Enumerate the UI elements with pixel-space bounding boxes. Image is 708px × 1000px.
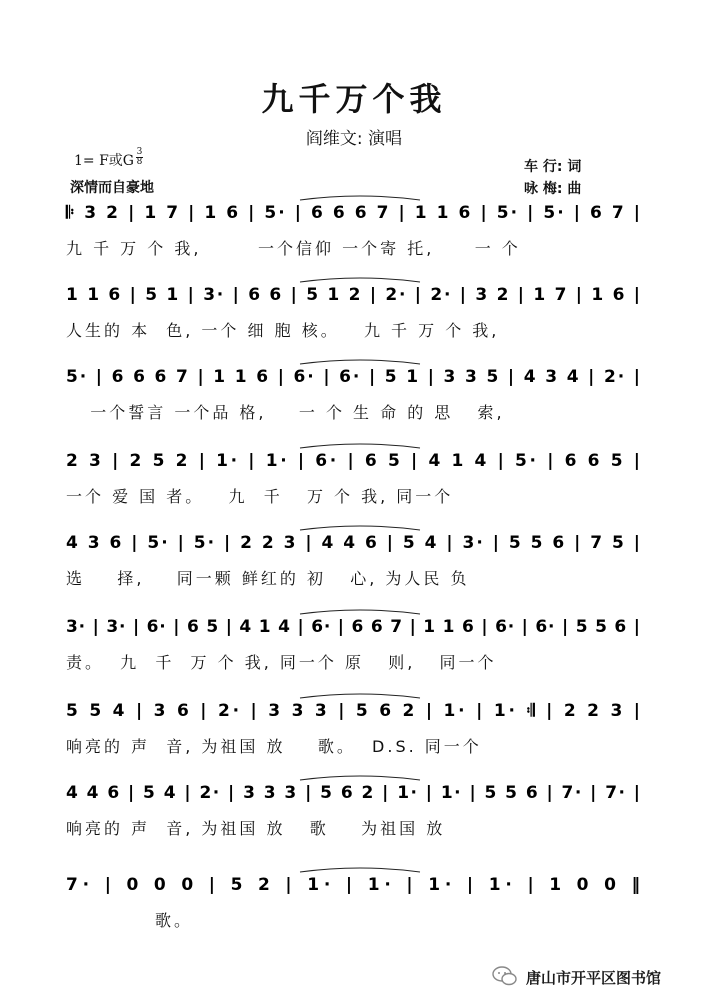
notation-row: 4 4 6 | 5 4 | 2· | 3 3 3 | 5 6 2 | 1· | 1· | 5 5 6 | 7· | 7· |: [66, 783, 640, 803]
wechat-icon: [492, 966, 518, 986]
lyric-line: 响亮的 声 音, 为祖国 放 歌。 D.S. 同一个: [66, 737, 482, 756]
song-title: 九千万个我: [261, 80, 447, 118]
slur-arc: [300, 444, 420, 448]
composer-credit: 咏 梅: 曲: [524, 181, 582, 197]
notation-row: 3· | 3· | 6· | 6 5 | 4 1 4 | 6· | 6 6 7 | 1 1 6 | 6· | 6· | 5 5 6 |: [66, 617, 640, 637]
notation-row: 4 3 6 | 5· | 5· | 2 2 3 | 4 4 6 | 5 4 | 3· | 5 5 6 | 7 5 |: [66, 533, 640, 553]
lyric-line: 一个誓言 一个品 格, 一 个 生 命 的 思 索,: [66, 403, 505, 422]
lyric-line: 一个 爱 国 者。 九 千 万 个 我, 同一个: [66, 487, 454, 506]
notation-row: 5· | 6 6 6 7 | 1 1 6 | 6· | 6· | 5 1 | 3 3 5 | 4 3 4 | 2· |: [66, 367, 641, 387]
notation-row: 5 5 4 | 3 6 | 2· | 3 3 3 | 5 6 2 | 1· | 1· 𝄇 | 2 2 3 |: [66, 701, 641, 721]
lyricist-credit: 车 行: 词: [524, 159, 582, 175]
time-signature-bottom: 8: [136, 157, 143, 167]
lyric-line: 责。 九 千 万 个 我, 同一个 原 则, 同一个: [66, 653, 497, 672]
tempo-marking: 深情而自豪地: [70, 180, 154, 196]
key-signature: 1= F或G: [74, 153, 134, 169]
time-signature-top: 3: [136, 147, 143, 157]
watermark-text: 唐山市开平区图书馆: [526, 969, 662, 987]
notation-row: 1 1 6 | 5 1 | 3· | 6 6 | 5 1 2 | 2· | 2· | 3 2 | 1 7 | 1 6 |: [66, 285, 640, 305]
slur-arc: [300, 526, 420, 530]
note-rows: [65, 196, 640, 895]
singer-credit: 阎维文: 演唱: [305, 129, 403, 149]
slur-arc: [300, 360, 420, 364]
notation-row: 𝄆 3 2 | 1 7 | 1 6 | 5· | 6 6 6 7 | 1 1 6 | 5· | 5· | 6 7 |: [66, 203, 640, 223]
notation-row: 7· | 0 0 0 | 5 2 | 1· | 1· | 1· | 1· | 1 0 0 ‖: [66, 875, 640, 895]
notation-row: 2 3 | 2 5 2 | 1· | 1· | 6· | 6 5 | 4 1 4 | 5· | 6 6 5 |: [66, 451, 640, 471]
slur-arc: [300, 776, 420, 780]
lyric-line: 歌。: [66, 911, 193, 930]
slur-arc: [300, 868, 420, 872]
slur-arc: [300, 196, 420, 200]
lyric-line: 选 择, 同一颗 鲜红的 初 心, 为人民 负: [66, 569, 470, 588]
lyric-line: 九 千 万 个 我, 一个信仰 一个寄 托, 一 个: [66, 239, 521, 258]
slur-arc: [300, 610, 420, 614]
footer-watermark: [492, 962, 702, 992]
lyric-line: 人生的 本 色, 一个 细 胞 核。 九 千 万 个 我,: [66, 321, 500, 340]
slur-arc: [300, 278, 420, 282]
slur-arc: [300, 694, 420, 698]
lyric-line: 响亮的 声 音, 为祖国 放 歌 为祖国 放: [66, 819, 446, 838]
